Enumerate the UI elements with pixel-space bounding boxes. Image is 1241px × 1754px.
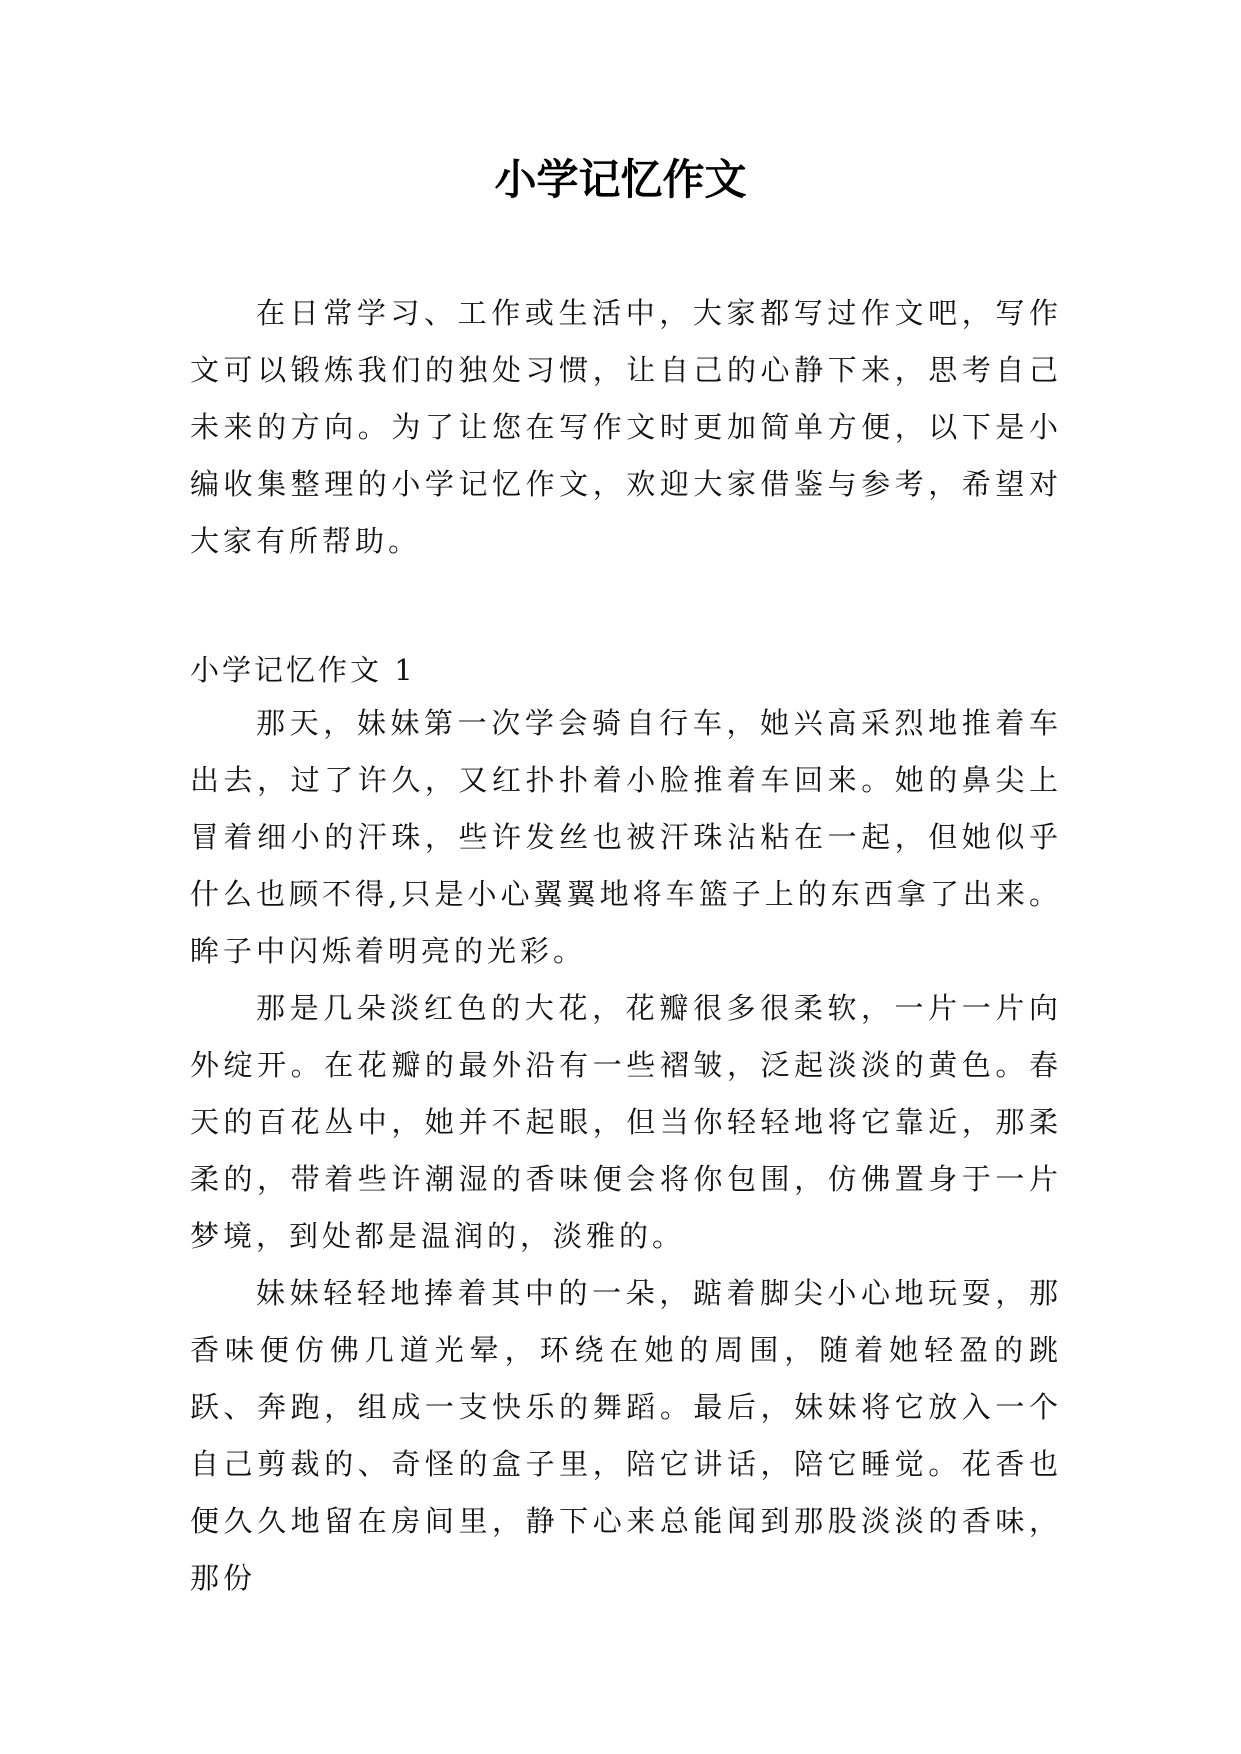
essay-paragraph: 妹妹轻轻地捧着其中的一朵，踮着脚尖小心地玩耍，那香味便仿佛几道光晕，环绕在她的周围，随着她轻盈的跳跃、奔跑，组成一支快乐的舞蹈。最后，妹妹将它放入一个自己剪裁的、奇怪的盒子里，陪它讲话，陪它睡觉。花香也便久久地留在房间里，静下心来总能闻到那股淡淡的香味，那份 [190, 1276, 1062, 1595]
essay-paragraph: 那是几朵淡红色的大花，花瓣很多很柔软，一片一片向外绽开。在花瓣的最外沿有一些褶皱，泛起淡淡的黄色。春天的百花丛中，她并不起眼，但当你轻轻地将它靠近，那柔柔的，带着些许潮湿的香味便会将你包围，仿佛置身于一片梦境，到处都是温润的，淡雅的。 [190, 991, 1062, 1253]
essay-body [190, 695, 1062, 1607]
section-heading: 小学记忆作文 1 [190, 653, 416, 687]
document-title: 小学记忆作文 [494, 155, 747, 204]
essay-paragraph: 那天，妹妹第一次学会骑自行车，她兴高采烈地推着车出去，过了许久，又红扑扑着小脸推着车回来。她的鼻尖上冒着细小的汗珠，些许发丝也被汗珠沾粘在一起，但她似乎什么也顾不得,只是小心翼翼地将车篮子上的东西拿了出来。眸子中闪烁着明亮的光彩。 [190, 706, 1062, 968]
intro-paragraph: 在日常学习、工作或生活中，大家都写过作文吧，写作文可以锻炼我们的独处习惯，让自己的心静下来，思考自己未来的方向。为了让您在写作文时更加简单方便，以下是小编收集整理的小学记忆作文，欢迎大家借鉴与参考，希望对大家有所帮助。 [190, 296, 1062, 558]
